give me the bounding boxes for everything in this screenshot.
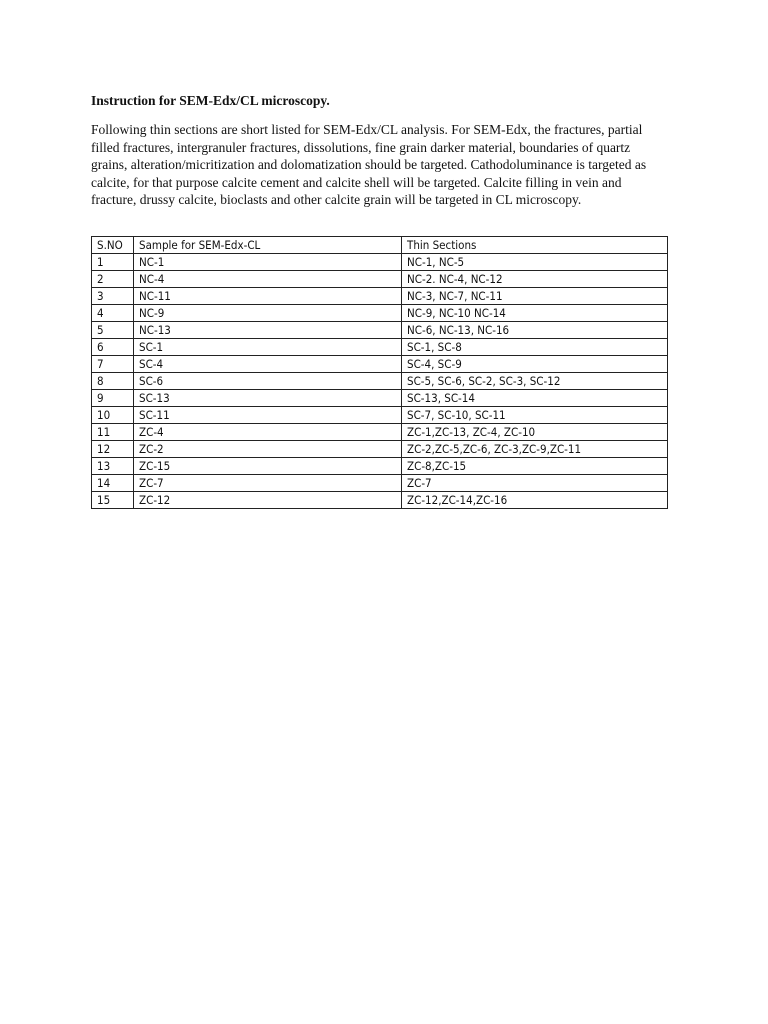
cell-thin-sections: NC-3, NC-7, NC-11 xyxy=(402,288,668,305)
table-row xyxy=(92,288,668,305)
header-thin-sections: Thin Sections xyxy=(402,237,668,254)
cell-thin-sections: ZC-2,ZC-5,ZC-6, ZC-3,ZC-9,ZC-11 xyxy=(402,441,668,458)
cell-sample: SC-13 xyxy=(134,390,402,407)
paragraph-line: filled fractures, intergranuler fractures, dissolutions, fine grain darker material, boundaries of quartz xyxy=(91,139,631,155)
cell-serial-number: 6 xyxy=(92,339,134,356)
cell-sample: ZC-7 xyxy=(134,475,402,492)
cell-serial-number: 14 xyxy=(92,475,134,492)
table-row xyxy=(92,475,668,492)
table-row xyxy=(92,322,668,339)
cell-thin-sections: SC-5, SC-6, SC-2, SC-3, SC-12 xyxy=(402,373,668,390)
cell-thin-sections: SC-4, SC-9 xyxy=(402,356,668,373)
cell-thin-sections: ZC-8,ZC-15 xyxy=(402,458,668,475)
table-row xyxy=(92,492,668,509)
table-header-row xyxy=(92,237,668,254)
cell-thin-sections: ZC-12,ZC-14,ZC-16 xyxy=(402,492,668,509)
table-row xyxy=(92,373,668,390)
cell-serial-number: 4 xyxy=(92,305,134,322)
cell-serial-number: 10 xyxy=(92,407,134,424)
cell-thin-sections: ZC-1,ZC-13, ZC-4, ZC-10 xyxy=(402,424,668,441)
cell-serial-number: 9 xyxy=(92,390,134,407)
table-row xyxy=(92,254,668,271)
cell-sample: SC-6 xyxy=(134,373,402,390)
table-row xyxy=(92,271,668,288)
cell-sample: NC-9 xyxy=(134,305,402,322)
cell-thin-sections: ZC-7 xyxy=(402,475,668,492)
cell-serial-number: 13 xyxy=(92,458,134,475)
cell-thin-sections: NC-9, NC-10 NC-14 xyxy=(402,305,668,322)
cell-serial-number: 2 xyxy=(92,271,134,288)
table-row xyxy=(92,305,668,322)
table-row xyxy=(92,441,668,458)
header-sample: Sample for SEM-Edx-CL xyxy=(134,237,402,254)
cell-serial-number: 7 xyxy=(92,356,134,373)
cell-serial-number: 5 xyxy=(92,322,134,339)
cell-sample: ZC-2 xyxy=(134,441,402,458)
paragraph-line: Following thin sections are short listed for SEM-Edx/CL analysis. For SEM-Edx, the fractures, partial xyxy=(91,122,643,137)
cell-sample: NC-11 xyxy=(134,288,402,305)
document-heading: Instruction for SEM-Edx/CL microscopy. xyxy=(91,93,330,108)
cell-serial-number: 15 xyxy=(92,492,134,509)
cell-sample: NC-13 xyxy=(134,322,402,339)
cell-sample: ZC-15 xyxy=(134,458,402,475)
cell-serial-number: 3 xyxy=(92,288,134,305)
cell-sample: ZC-12 xyxy=(134,492,402,509)
cell-serial-number: 8 xyxy=(92,373,134,390)
cell-serial-number: 12 xyxy=(92,441,134,458)
table-row xyxy=(92,458,668,475)
cell-sample: NC-4 xyxy=(134,271,402,288)
cell-thin-sections: NC-1, NC-5 xyxy=(402,254,668,271)
cell-thin-sections: NC-6, NC-13, NC-16 xyxy=(402,322,668,339)
paragraph-line: fracture, drussy calcite, bioclasts and other calcite grain will be targeted in CL microscopy. xyxy=(91,192,582,208)
paragraph-line: calcite, for that purpose calcite cement and calcite shell will be targeted. Calcite filling in vein and xyxy=(91,174,622,190)
paragraph-line: grains, alteration/micritization and dolomatization should be targeted. Cathodoluminance is targeted as xyxy=(91,157,647,173)
table-row xyxy=(92,407,668,424)
table-row xyxy=(92,339,668,356)
table-row xyxy=(92,356,668,373)
cell-sample: SC-1 xyxy=(134,339,402,356)
cell-thin-sections: SC-1, SC-8 xyxy=(402,339,668,356)
header-serial-number: S.NO xyxy=(92,237,134,254)
cell-thin-sections: SC-13, SC-14 xyxy=(402,390,668,407)
table-row xyxy=(92,390,668,407)
cell-thin-sections: NC-2. NC-4, NC-12 xyxy=(402,271,668,288)
instruction-paragraph xyxy=(91,121,681,209)
cell-sample: SC-11 xyxy=(134,407,402,424)
cell-serial-number: 1 xyxy=(92,254,134,271)
cell-serial-number: 11 xyxy=(92,424,134,441)
cell-thin-sections: SC-7, SC-10, SC-11 xyxy=(402,407,668,424)
cell-sample: ZC-4 xyxy=(134,424,402,441)
cell-sample: SC-4 xyxy=(134,356,402,373)
table-row xyxy=(92,424,668,441)
cell-sample: NC-1 xyxy=(134,254,402,271)
samples-table xyxy=(91,236,668,509)
